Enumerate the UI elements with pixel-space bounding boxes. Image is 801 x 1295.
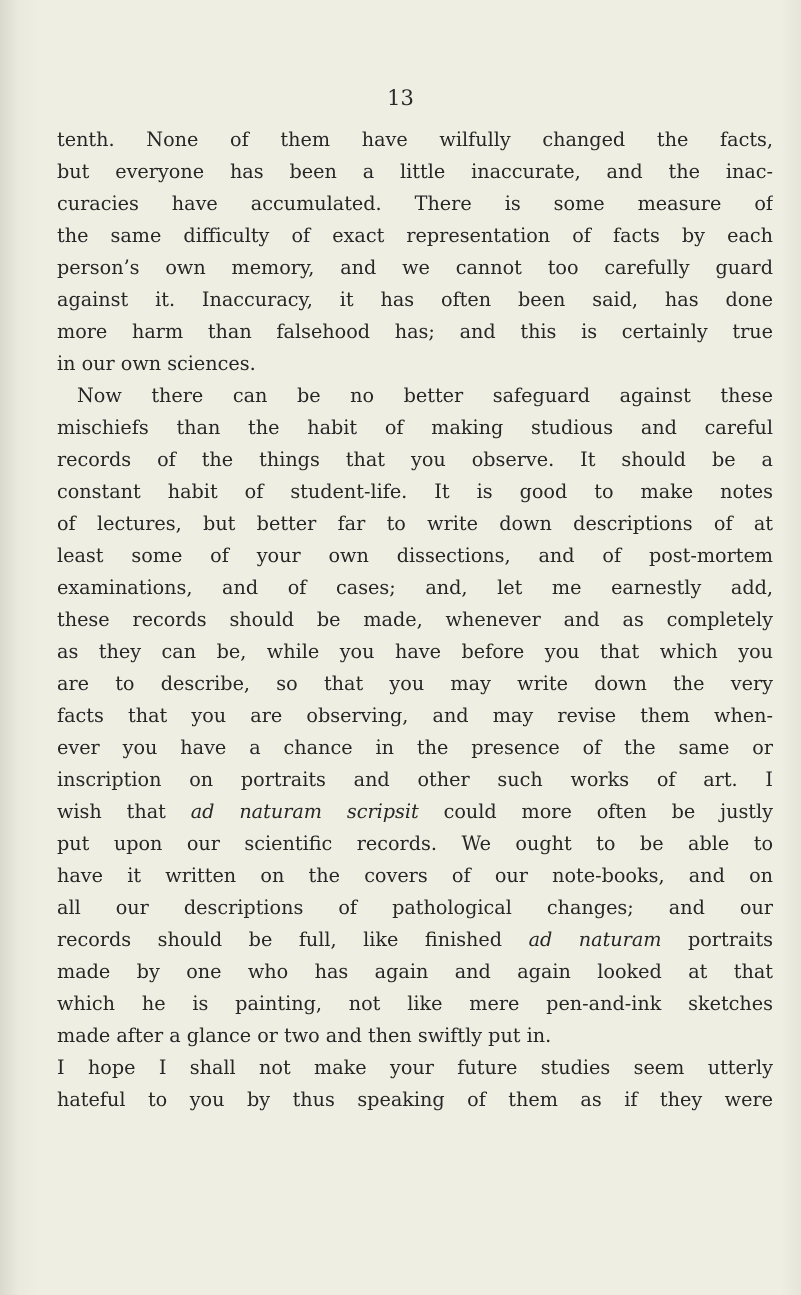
text-line: are to describe, so that you may write down the very	[57, 672, 773, 695]
text-line: Now there can be no better safeguard against these	[77, 384, 773, 407]
text-run: portraits	[661, 928, 773, 951]
text-line	[57, 924, 773, 956]
text-line: the same difficulty of exact representation of facts by each	[57, 224, 773, 247]
text-line: person’s own memory, and we cannot too carefully guard	[57, 256, 773, 279]
text-line: all our descriptions of pathological changes; and our	[57, 896, 773, 919]
text-line: examinations, and of cases; and, let me earnestly add,	[57, 576, 773, 599]
text-line: in our own sciences.	[57, 352, 256, 375]
text-run: records should be full, like finished	[57, 928, 529, 951]
text-line	[57, 796, 773, 828]
text-line: curacies have accumulated. There is some measure of	[57, 192, 773, 215]
text-line: records of the things that you observe. It should be a	[57, 448, 773, 471]
text-line: constant habit of student-life. It is good to make notes	[57, 480, 773, 503]
page-number: 13	[387, 86, 414, 110]
italic-phrase: ad naturam scripsit	[190, 800, 419, 823]
text-line: inscription on portraits and other such works of art. I	[57, 768, 773, 791]
text-line: which he is painting, not like mere pen-and-ink sketches	[57, 992, 773, 1015]
text-line: against it. Inaccuracy, it has often been said, has done	[57, 288, 773, 311]
italic-phrase: ad naturam	[528, 928, 662, 951]
text-line: I hope I shall not make your future studies seem utterly	[57, 1056, 773, 1079]
text-line: these records should be made, whenever and as completely	[57, 608, 773, 631]
text-line: mischiefs than the habit of making studious and careful	[57, 416, 773, 439]
text-run: wish that	[57, 800, 191, 823]
text-line: tenth. None of them have wilfully changed the facts,	[57, 128, 773, 151]
text-line: have it written on the covers of our note-books, and on	[57, 864, 773, 887]
text-line: more harm than falsehood has; and this is certainly true	[57, 320, 773, 343]
text-line: made after a glance or two and then swiftly put in.	[57, 1024, 552, 1047]
text-line: of lectures, but better far to write down descriptions of at	[57, 512, 773, 535]
text-line: facts that you are observing, and may revise them when-	[57, 704, 773, 727]
text-line: least some of your own dissections, and of post-mortem	[57, 544, 773, 567]
text-run: could more often be justly	[418, 800, 773, 823]
text-line: as they can be, while you have before you that which you	[57, 640, 773, 663]
text-line: hateful to you by thus speaking of them as if they were	[57, 1088, 773, 1111]
text-line: ever you have a chance in the presence of the same or	[57, 736, 773, 759]
text-line: put upon our scientific records. We ought to be able to	[57, 832, 773, 855]
text-line: but everyone has been a little inaccurate, and the inac-	[57, 160, 773, 183]
text-line: made by one who has again and again looked at that	[57, 960, 773, 983]
body-text	[57, 124, 773, 1116]
